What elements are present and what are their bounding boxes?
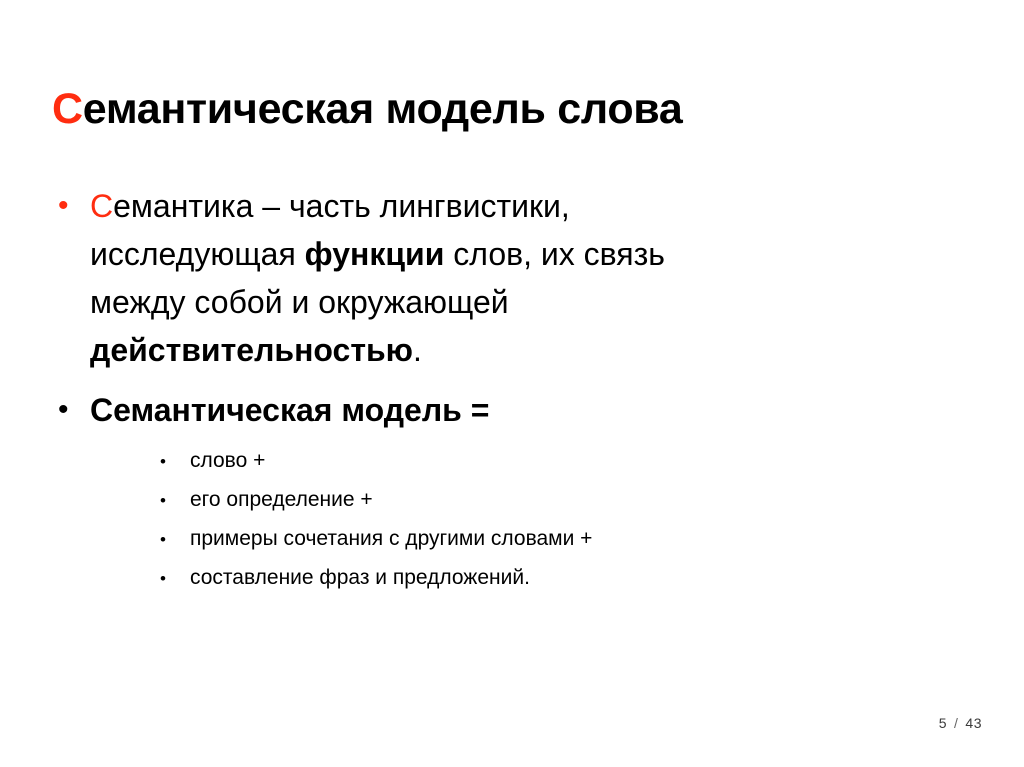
sub-bullet-label: слово +	[190, 449, 266, 472]
list-item	[52, 386, 972, 434]
bullet-accent-letter: С	[90, 188, 114, 224]
slide-footer	[939, 715, 982, 731]
list-item	[52, 526, 972, 552]
bullet-bold-deystvitelnostyu: действительностью	[90, 332, 413, 368]
list-item	[52, 448, 972, 474]
sub-bullet-label: составление фраз и предложений.	[190, 566, 530, 589]
title-accent-letter: С	[52, 84, 83, 133]
sub-bullet-dot-icon: •	[160, 452, 166, 471]
sub-bullet-label: примеры сочетания с другими словами +	[190, 527, 593, 550]
page-separator: /	[954, 715, 959, 731]
slide-content	[52, 182, 972, 604]
bullet-bold-funktsii: функции	[304, 236, 445, 272]
page-title	[52, 85, 972, 134]
list-item	[52, 487, 972, 513]
bullet-text-part3: .	[412, 332, 422, 368]
list-item	[52, 182, 972, 374]
sub-bullet-dot-icon: •	[160, 569, 166, 588]
bullet-text-semantics	[90, 182, 690, 374]
sub-bullet-dot-icon: •	[160, 530, 166, 549]
sub-bullet-dot-icon: •	[160, 491, 166, 510]
list-item	[52, 565, 972, 591]
bullet-dot-icon: •	[58, 189, 69, 222]
bullet-bold-model: Семантическая модель =	[90, 392, 490, 428]
sub-bullet-label: его определение +	[190, 488, 373, 511]
bullet-text-part1: емантика – часть лингвистики, исследующая	[90, 188, 570, 272]
title-rest: емантическая модель слова	[82, 84, 683, 133]
page-total: 43	[965, 715, 982, 731]
bullet-text-part2: слов, их связь между собой и окружающей	[90, 236, 665, 320]
bullet-dot-icon: •	[58, 393, 69, 426]
sub-list	[52, 448, 972, 591]
page-number: 5	[938, 715, 948, 731]
bullet-text-model	[90, 386, 489, 434]
